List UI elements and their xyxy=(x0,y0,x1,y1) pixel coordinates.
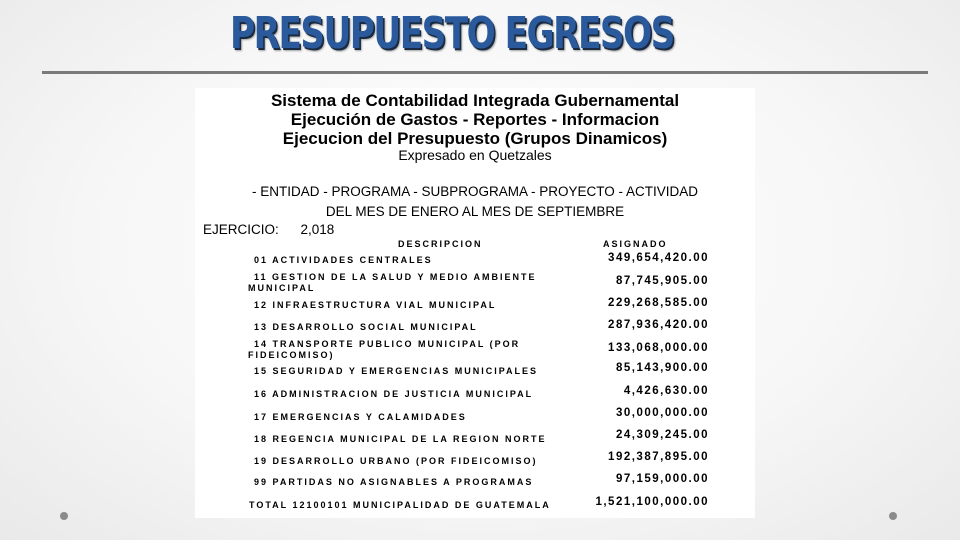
slide-bullet-left xyxy=(60,512,68,520)
report-document xyxy=(195,88,755,518)
row-assigned: 97,159,000.00 xyxy=(615,473,709,485)
row-assigned: 30,000,000.00 xyxy=(615,407,709,419)
row-description: 12 INFRAESTRUCTURA VIAL MUNICIPAL xyxy=(254,300,497,310)
ejercicio-value: 2,018 xyxy=(300,222,335,237)
column-header-assigned: ASIGNADO xyxy=(603,239,668,249)
row-description: 17 EMERGENCIAS Y CALAMIDADES xyxy=(254,412,467,422)
report-header-line-1: Sistema de Contabilidad Integrada Gubernamental xyxy=(270,91,680,110)
row-assigned: 24,309,245.00 xyxy=(615,429,709,441)
row-assigned: 287,936,420.00 xyxy=(608,319,709,331)
slide-bullet-right xyxy=(889,512,897,520)
row-assigned: 87,745,905.00 xyxy=(615,275,709,287)
row-description: 16 ADMINISTRACION DE JUSTICIA MUNICIPAL xyxy=(254,389,534,399)
currency-note: Expresado en Quetzales xyxy=(398,147,552,163)
row-assigned: 229,268,585.00 xyxy=(608,297,709,309)
row-description: 13 DESARROLLO SOCIAL MUNICIPAL xyxy=(254,322,478,332)
row-assigned: 133,068,000.00 xyxy=(608,342,709,354)
column-header-description: DESCRIPCION xyxy=(398,239,483,249)
ejercicio-label: EJERCICIO: xyxy=(203,222,279,237)
row-description: 11 GESTION DE LA SALUD Y MEDIO AMBIENTE MUNICIPAL xyxy=(248,272,537,293)
report-header-line-3: Ejecucion del Presupuesto (Grupos Dinamicos) xyxy=(282,129,668,148)
row-assigned: 4,426,630.00 xyxy=(623,385,709,397)
row-description: 15 SEGURIDAD Y EMERGENCIAS MUNICIPALES xyxy=(254,366,539,376)
report-header-line-2: Ejecución de Gastos - Reportes - Informacion xyxy=(290,110,660,129)
row-description: 99 PARTIDAS NO ASIGNABLES A PROGRAMAS xyxy=(254,477,534,487)
total-description: TOTAL 12100101 MUNICIPALIDAD DE GUATEMALA xyxy=(249,500,551,510)
report-hierarchy: - ENTIDAD - PROGRAMA - SUBPROGRAMA - PROYECTO - ACTIVIDAD xyxy=(251,184,699,199)
title-divider xyxy=(42,71,928,74)
row-description: 14 TRANSPORTE PUBLICO MUNICIPAL (POR FIDEICOMISO) xyxy=(248,339,521,360)
total-assigned: 1,521,100,000.00 xyxy=(595,496,709,508)
row-description: 18 REGENCIA MUNICIPAL DE LA REGION NORTE xyxy=(254,434,547,444)
row-description: 19 DESARROLLO URBANO (POR FIDEICOMISO) xyxy=(254,456,538,466)
row-description: 01 ACTIVIDADES CENTRALES xyxy=(254,255,433,265)
ejercicio xyxy=(203,222,334,237)
row-assigned: 192,387,895.00 xyxy=(608,451,709,463)
row-assigned: 85,143,900.00 xyxy=(615,362,709,374)
report-period: DEL MES DE ENERO AL MES DE SEPTIEMBRE xyxy=(325,204,625,219)
slide-title: PRESUPUESTO EGRESOS xyxy=(230,8,674,59)
row-assigned: 349,654,420.00 xyxy=(608,252,709,264)
